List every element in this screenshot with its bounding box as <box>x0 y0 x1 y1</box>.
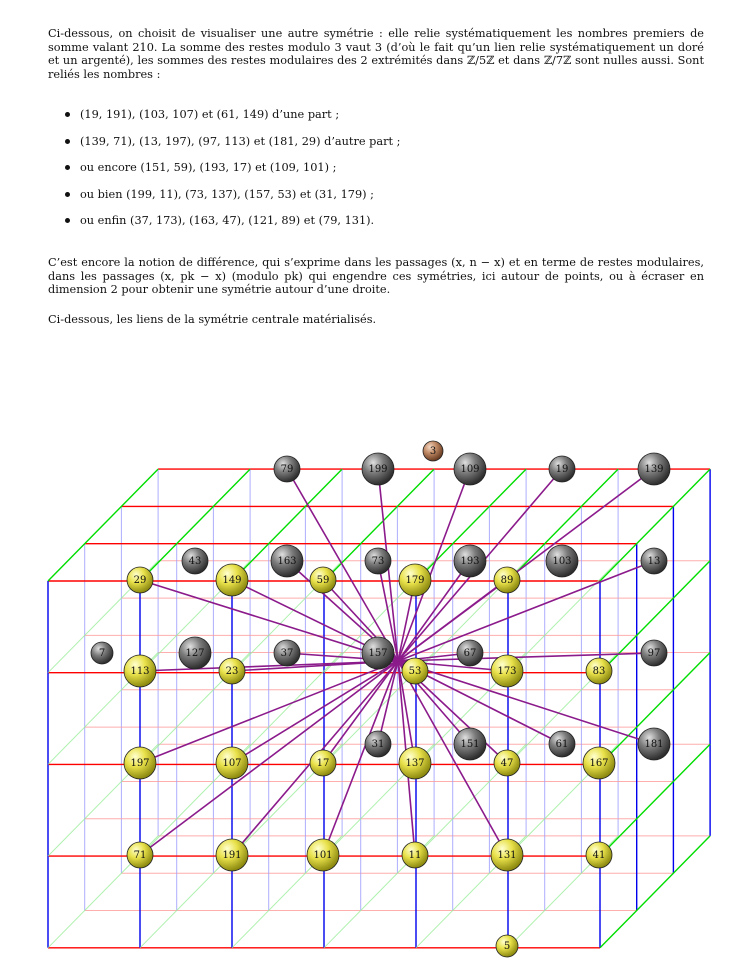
prime-node-7 <box>91 642 113 664</box>
node-label: 41 <box>592 850 606 861</box>
node-label: 43 <box>188 556 202 567</box>
prime-node-67 <box>457 640 483 666</box>
node-label: 149 <box>222 575 242 586</box>
prime-node-179 <box>399 564 431 596</box>
node-label: 11 <box>408 850 422 861</box>
node-label: 163 <box>277 556 297 567</box>
prime-node-199 <box>362 453 394 485</box>
node-label: 103 <box>552 556 572 567</box>
prime-node-193 <box>454 545 486 577</box>
prime-node-59 <box>310 567 336 593</box>
prime-node-47 <box>494 750 520 776</box>
node-label: 61 <box>555 739 569 750</box>
node-label: 79 <box>280 464 294 475</box>
prime-node-89 <box>494 567 520 593</box>
node-label: 3 <box>429 446 437 457</box>
node-label: 199 <box>368 464 388 475</box>
prime-node-53 <box>402 658 428 684</box>
node-label: 139 <box>644 464 664 475</box>
node-label: 193 <box>460 556 480 567</box>
prime-node-31 <box>365 731 391 757</box>
node-label: 73 <box>371 556 385 567</box>
node-label: 197 <box>130 758 150 769</box>
node-label: 67 <box>463 648 477 659</box>
prime-node-43 <box>182 548 208 574</box>
prime-node-83 <box>586 658 612 684</box>
caption-paragraph: Ci-dessous, les liens de la symétrie centrale matérialisés. <box>48 313 377 326</box>
node-label: 19 <box>555 464 569 475</box>
prime-node-149 <box>216 564 248 596</box>
pair-text: ou bien (199, 11), (73, 137), (157, 53) et (31, 179) ; <box>80 187 374 201</box>
node-label: 7 <box>98 648 106 659</box>
node-label: 127 <box>185 648 205 659</box>
node-label: 137 <box>405 758 425 769</box>
explanation-paragraph: C’est encore la notion de différence, qui s’exprime dans les passages (x, n − x) et en terme de restes modulaires, dans les passages (x, pk − x) (modulo pk) qui engendre ces symétries, ici autour de points, ou à écraser en dimension 2 pour obtenir une symétrie autour d’une droite. <box>48 256 704 297</box>
prime-node-109 <box>454 453 486 485</box>
prime-node-61 <box>549 731 575 757</box>
prime-node-23 <box>219 658 245 684</box>
prime-node-191 <box>216 839 248 871</box>
pair-text: ou encore (151, 59), (193, 17) et (109, 101) ; <box>80 161 337 174</box>
node-label: 37 <box>280 648 294 659</box>
pair-text: (139, 71), (13, 197), (97, 113) et (181, 29) d’autre part ; <box>80 134 401 148</box>
node-label: 131 <box>497 850 517 861</box>
prime-nodes <box>91 441 670 957</box>
prime-node-11 <box>402 842 428 868</box>
prime-node-151 <box>454 728 486 760</box>
prime-node-163 <box>271 545 303 577</box>
node-label: 167 <box>589 758 609 769</box>
pair-text: ou enfin (37, 173), (163, 47), (121, 89) et (79, 131). <box>80 214 375 227</box>
prime-node-37 <box>274 640 300 666</box>
node-label: 5 <box>503 941 511 952</box>
prime-node-137 <box>399 747 431 779</box>
prime-node-73 <box>365 548 391 574</box>
prime-node-173 <box>491 655 523 687</box>
prime-node-3 <box>423 441 443 461</box>
prime-node-113 <box>124 655 156 687</box>
prime-node-41 <box>586 842 612 868</box>
prime-node-107 <box>216 747 248 779</box>
prime-node-5 <box>496 935 518 957</box>
node-label: 107 <box>222 758 242 769</box>
node-label: 83 <box>592 666 606 677</box>
node-label: 179 <box>405 575 425 586</box>
prime-node-101 <box>307 839 339 871</box>
node-label: 191 <box>222 850 242 861</box>
node-label: 13 <box>647 556 661 567</box>
node-label: 53 <box>408 666 422 677</box>
node-label: 109 <box>460 464 480 475</box>
node-label: 31 <box>371 739 385 750</box>
node-label: 71 <box>133 850 147 861</box>
node-label: 173 <box>497 666 517 677</box>
node-label: 113 <box>130 666 150 677</box>
node-label: 17 <box>316 758 330 769</box>
node-label: 89 <box>500 575 514 586</box>
prime-node-139 <box>638 453 670 485</box>
prime-node-197 <box>124 747 156 779</box>
node-label: 29 <box>133 575 147 586</box>
node-label: 97 <box>647 648 661 659</box>
prime-node-13 <box>641 548 667 574</box>
prime-node-97 <box>641 640 667 666</box>
prime-node-71 <box>127 842 153 868</box>
node-label: 101 <box>313 850 333 861</box>
grid-line-z <box>600 836 710 948</box>
node-label: 181 <box>644 739 664 750</box>
prime-node-29 <box>127 567 153 593</box>
node-label: 59 <box>316 575 330 586</box>
node-label: 23 <box>225 666 239 677</box>
pair-text: (19, 191), (103, 107) et (61, 149) d’une part ; <box>80 108 340 121</box>
grid-line-z <box>48 469 158 581</box>
prime-node-19 <box>549 456 575 482</box>
node-label: 157 <box>368 648 388 659</box>
prime-node-103 <box>546 545 578 577</box>
node-label: 47 <box>500 758 514 769</box>
prime-node-157 <box>362 637 394 669</box>
intro-paragraph: Ci-dessous, on choisit de visualiser une autre symétrie : elle relie systématiquement les nombres premiers de somme valant 210. La somme des restes modulo 3 vaut 3 (d’où le fait qu’un lien relie systématiquement un doré et un argenté), les sommes des restes modulaires des 2 extrémités dans ℤ/5ℤ et dans ℤ/7ℤ sont nulles aussi. Sont reliés les nombres : <box>48 27 704 81</box>
prime-node-131 <box>491 839 523 871</box>
node-label: 151 <box>460 739 480 750</box>
grid-line-z <box>600 744 710 856</box>
prime-node-79 <box>274 456 300 482</box>
prime-node-17 <box>310 750 336 776</box>
prime-node-127 <box>179 637 211 669</box>
prime-node-167 <box>583 747 615 779</box>
prime-node-181 <box>638 728 670 760</box>
